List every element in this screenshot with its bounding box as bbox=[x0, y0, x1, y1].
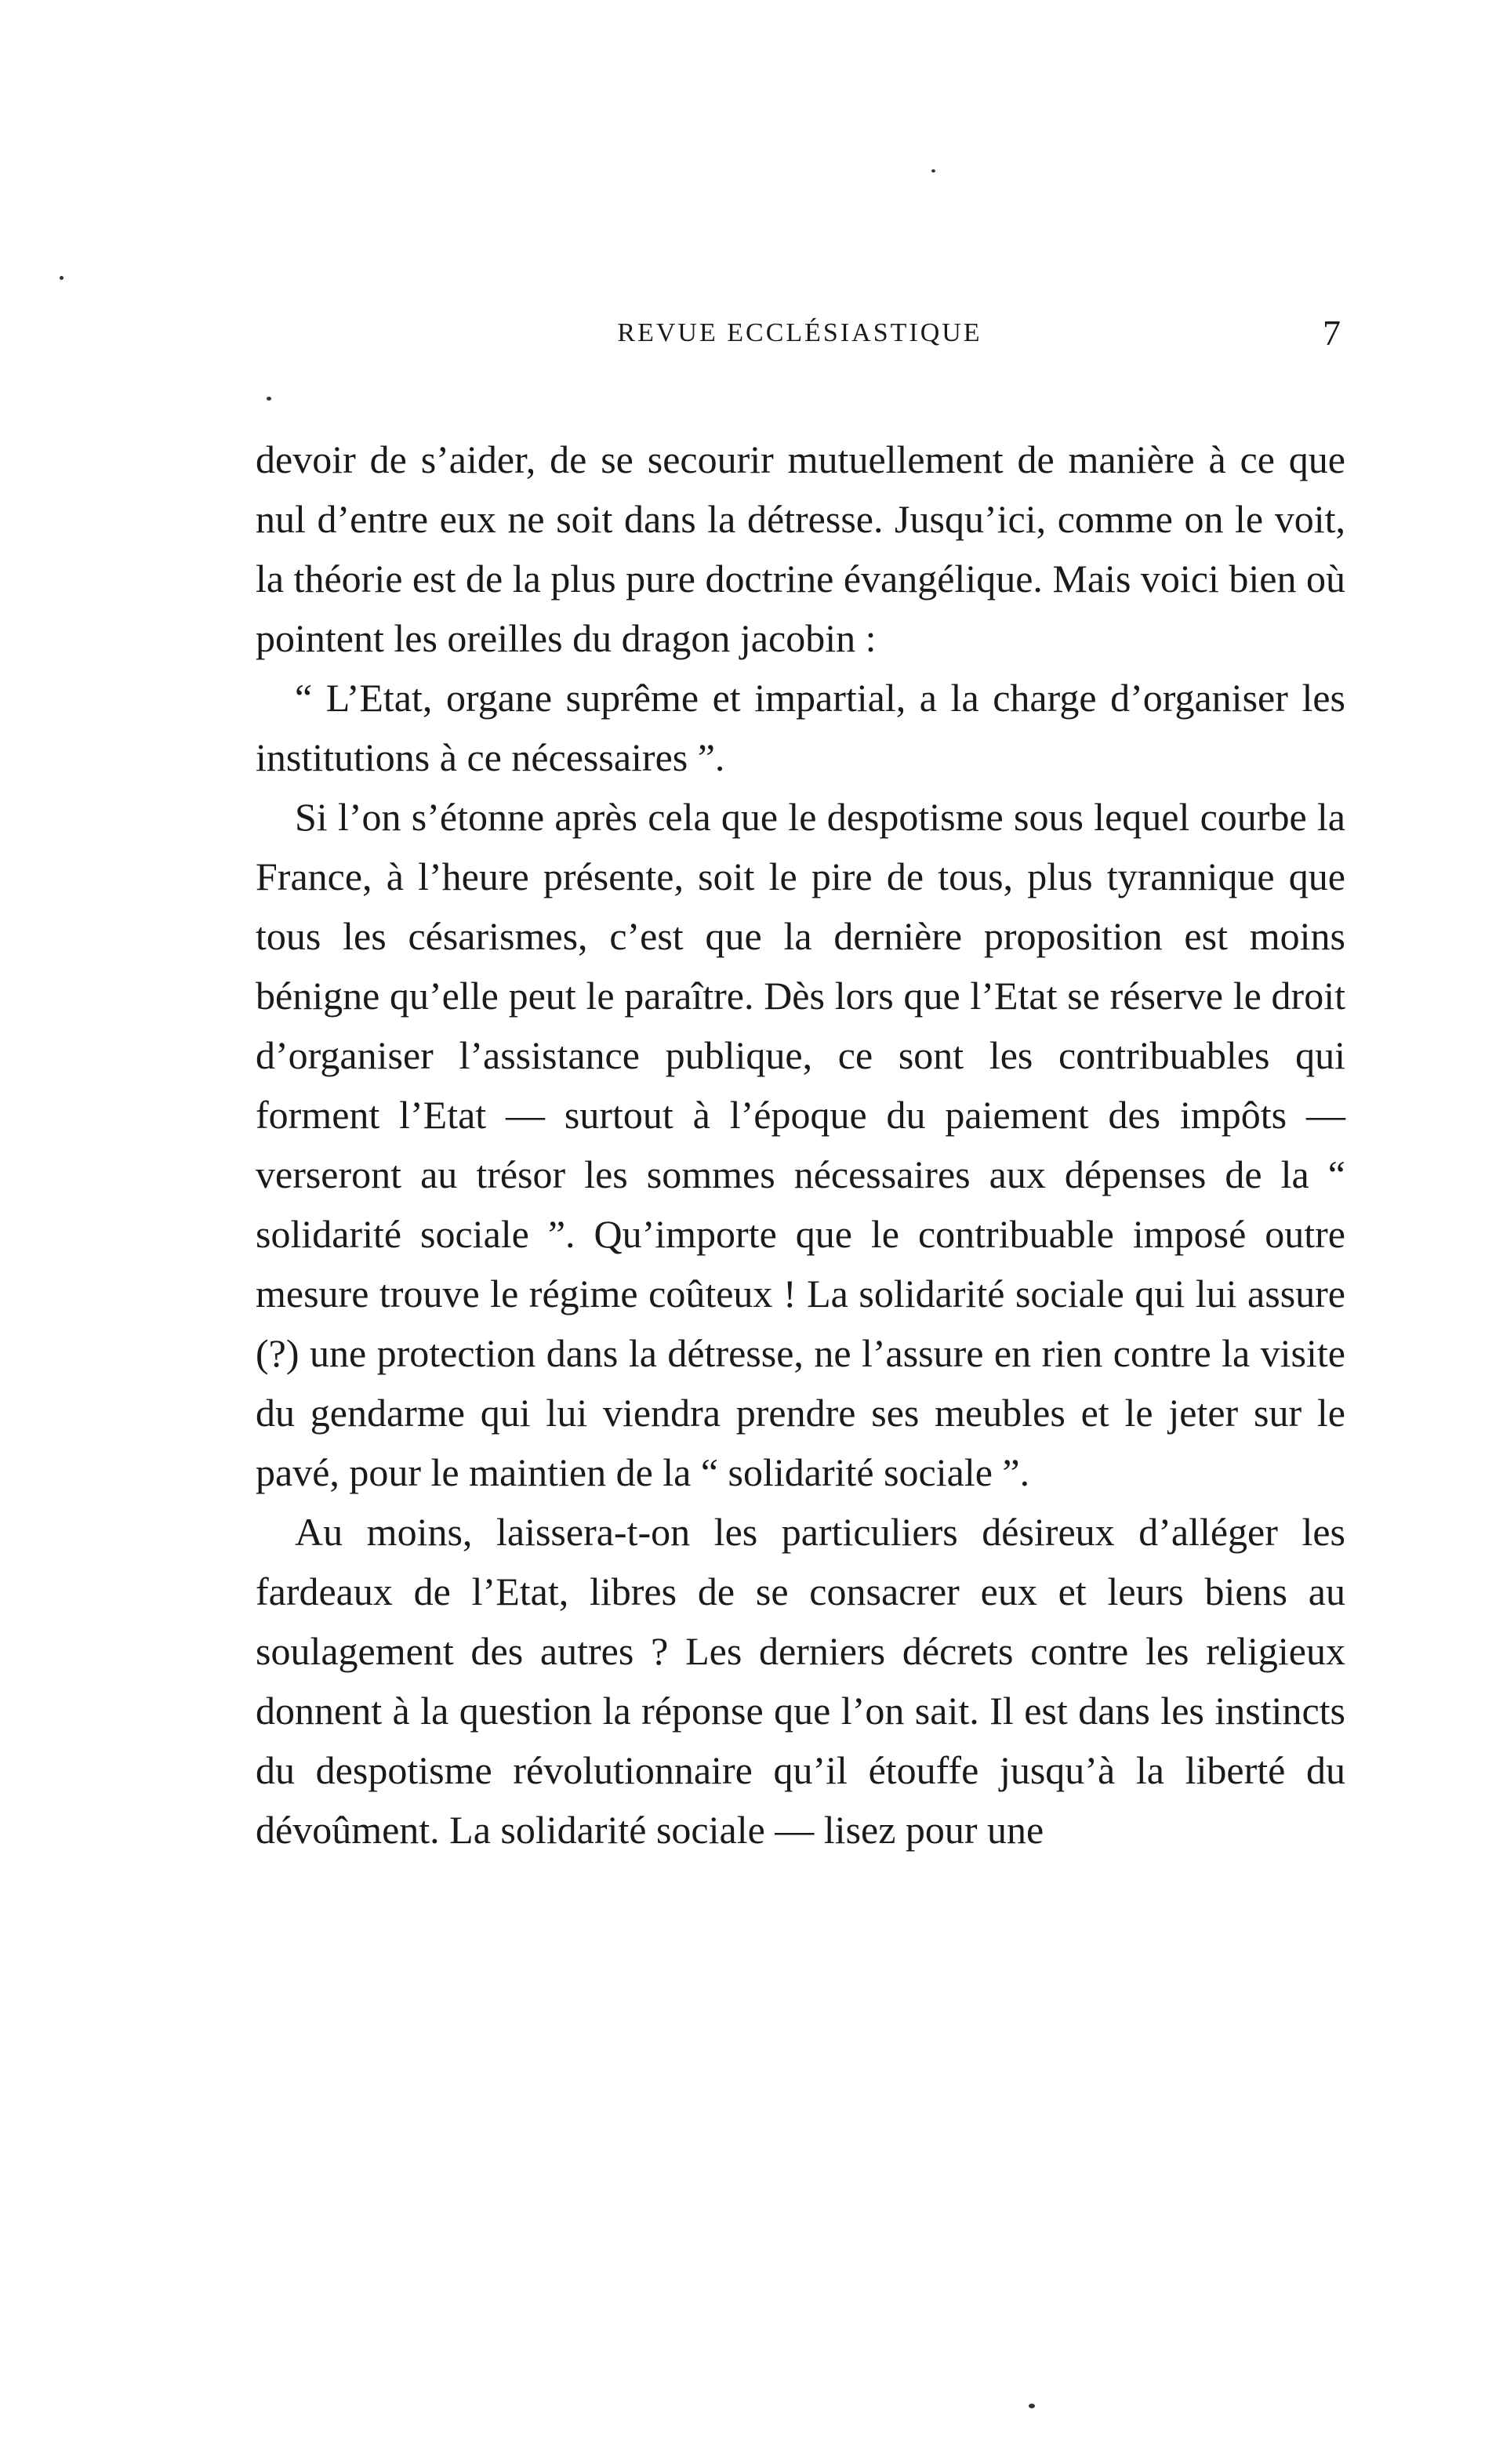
paragraph: Au moins, laissera-t-on les particuliers désireux d’alléger les fardeaux de l’Etat, libres de se consacrer eux et leurs biens au soulagement des autres ? Les derniers décrets contre les religieux donnent à la question la réponse que l’on sait. Il est dans les instincts du despotisme révolutionnaire qu’il étouffe jusqu’à la liberté du dévoûment. La solidarité sociale — lisez pour une bbox=[256, 1510, 1345, 1852]
print-speck bbox=[60, 276, 64, 280]
print-speck bbox=[931, 169, 935, 172]
paragraph: Si l’on s’étonne après cela que le despotisme sous lequel courbe la France, à l’heure présente, soit le pire de tous, plus tyrannique que tous les césarismes, c’est que la dernière proposition est moins bénigne qu’elle peut le paraître. Dès lors que l’Etat se réserve le droit d’organiser l’assistance publique, ce sont les contribuables qui forment l’Etat — surtout à l’époque du paiement des impôts — verseront au trésor les sommes nécessaires aux dépenses de la “ solidarité sociale ”. Qu’importe que le contribuable imposé outre mesure trouve le régime coûteux ! La solidarité sociale qui lui assure (?) une protection dans la détresse, ne l’assure en rien contre la visite du gendarme qui lui viendra prendre ses meubles et le jeter sur le pavé, pour le maintien de la “ solidarité sociale ”. bbox=[256, 795, 1345, 1494]
page-header bbox=[259, 312, 1341, 359]
page-number: 7 bbox=[1323, 313, 1341, 353]
running-title: REVUE ECCLÉSIASTIQUE bbox=[617, 318, 982, 347]
body-text bbox=[256, 430, 1345, 1860]
paragraph: devoir de s’aider, de se secourir mutuellement de manière à ce que nul d’entre eux ne soit dans la détresse. Jusqu’ici, comme on le voit, la théorie est de la plus pure doctrine évangélique. Mais voici bien où pointent les oreilles du dragon jacobin : bbox=[256, 437, 1345, 660]
print-speck bbox=[1029, 2404, 1035, 2408]
paragraph: “ L’Etat, organe suprême et impartial, a la charge d’organiser les institutions à ce nécessaires ”. bbox=[256, 676, 1345, 779]
print-speck bbox=[267, 397, 271, 401]
